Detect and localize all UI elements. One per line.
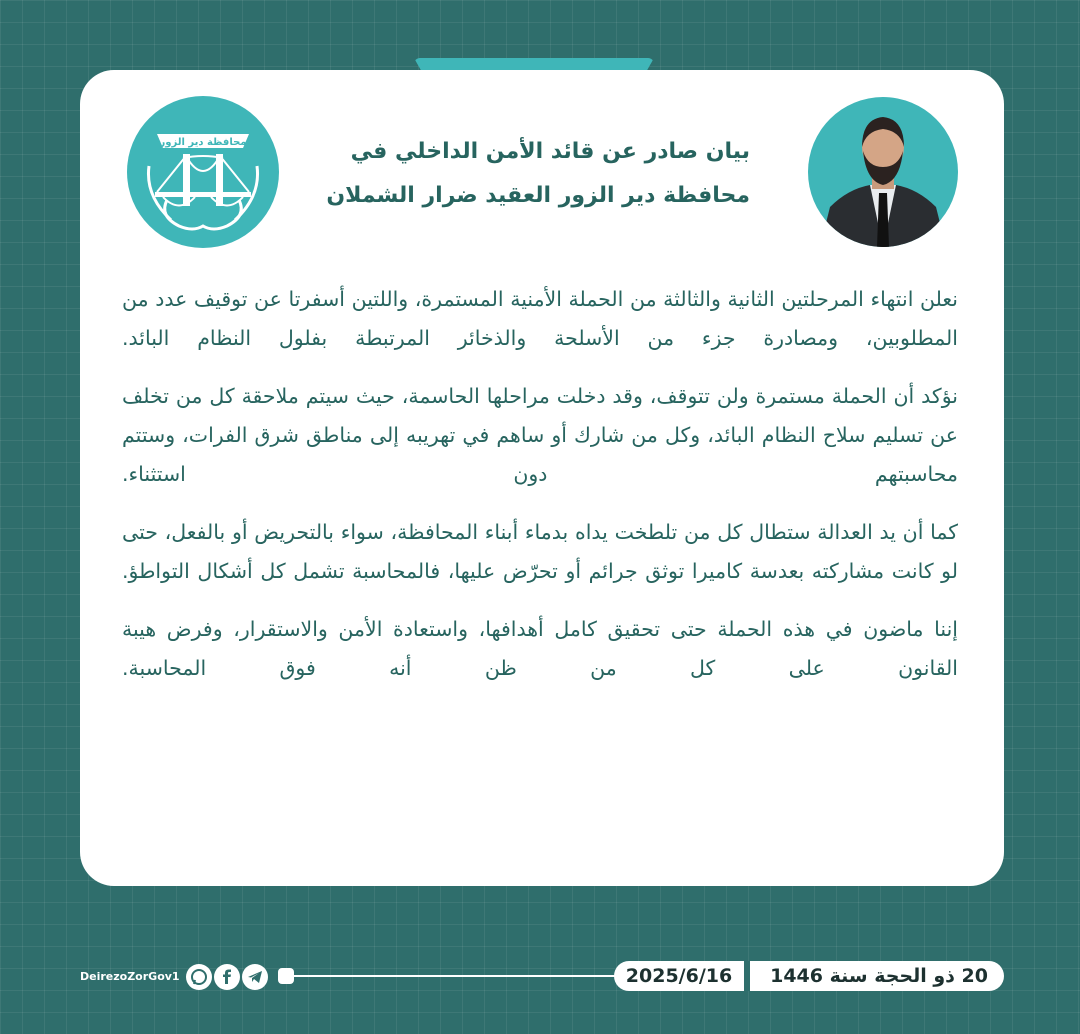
hijri-date: 20 ذو الحجة سنة 1446	[770, 965, 988, 987]
gregorian-date: 2025/6/16	[614, 961, 750, 991]
person-icon	[808, 97, 958, 247]
telegram-icon[interactable]	[242, 964, 268, 990]
commander-portrait	[808, 97, 958, 247]
paragraph-2: نؤكد أن الحملة مستمرة ولن تتوقف، وقد دخلت مراحلها الحاسمة، حيث سيتم ملاحقة كل من تخلف عن تسليم سلاح النظام البائد، وكل من شارك أو ساهم في تهريبه إلى مناطق شرق الفرات، وستتم محاسبتهم دون استثناء.	[122, 384, 958, 486]
title-line-1: بيان صادر عن قائد الأمن الداخلي في	[350, 139, 750, 164]
bridge-emblem-icon	[127, 96, 279, 248]
paragraph-1: نعلن انتهاء المرحلتين الثانية والثالثة من الحملة الأمنية المستمرة، واللتين أسفرتا عن توقيف عدد من المطلوبين، ومصادرة جزء من الأسلحة والذخائر المرتبطة بفلول النظام البائد.	[122, 287, 958, 350]
logo-text: محافظة دير الزور	[159, 137, 247, 148]
statement-body	[122, 280, 958, 707]
facebook-icon[interactable]	[214, 964, 240, 990]
date-bar	[614, 961, 1004, 991]
governorate-logo	[127, 96, 279, 248]
whatsapp-icon[interactable]	[186, 964, 212, 990]
paragraph-3: كما أن يد العدالة ستطال كل من تلطخت يداه بدماء أبناء المحافظة، سواء بالتحريض أو بالفعل، حتى لو كانت مشاركته بعدسة كاميرا توثق جرائم أو تحرّض عليها، فالمحاسبة تشمل كل أشكال التواطؤ.	[122, 520, 958, 583]
social-handle[interactable]: DeirezoZorGov1	[80, 970, 180, 983]
paragraph-4: إننا ماضون في هذه الحملة حتى تحقيق كامل أهدافها، واستعادة الأمن والاستقرار، وفرض هيبة القانون على كل من ظن أنه فوق المحاسبة.	[122, 617, 958, 680]
title-line-2: محافظة دير الزور العقيد ضرار الشملان	[326, 183, 750, 208]
footer-divider	[288, 975, 618, 977]
statement-title	[300, 130, 750, 218]
